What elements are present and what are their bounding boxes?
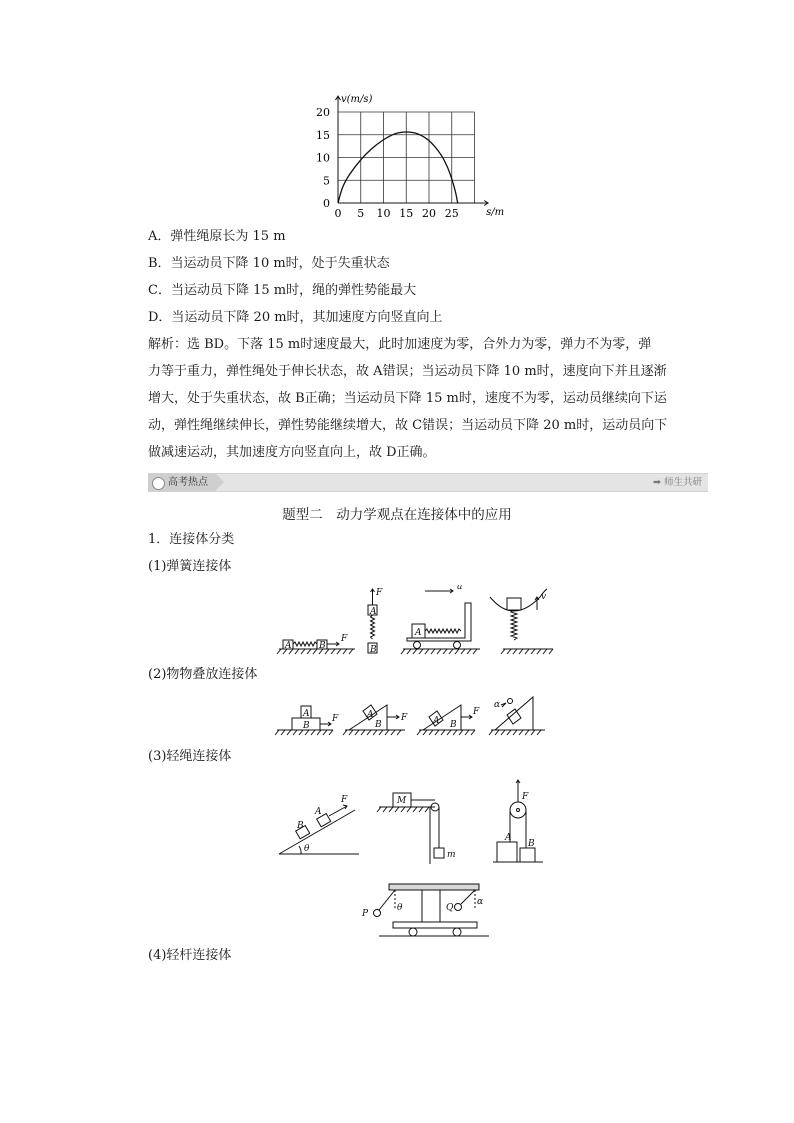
label-alpha: α bbox=[477, 897, 484, 907]
option-c: C．当运动员下降 15 m时，绳的弹性势能最大 bbox=[148, 283, 417, 298]
label-f: F bbox=[332, 714, 339, 724]
label-b: B bbox=[528, 839, 535, 849]
label-f: F bbox=[522, 792, 529, 802]
subsection-rope: (3)轻绳连接体 bbox=[148, 749, 232, 764]
label-theta: θ bbox=[304, 844, 310, 854]
label-a: A bbox=[315, 807, 322, 817]
label-f: F bbox=[473, 707, 480, 717]
label-b: B bbox=[319, 641, 326, 651]
chart-axes bbox=[336, 96, 489, 205]
y-tick-label: 20 bbox=[316, 106, 330, 119]
label-b: B bbox=[375, 720, 382, 730]
stacked-block-figures bbox=[275, 693, 555, 738]
study-mode-label: ➡ 师生共研 bbox=[653, 477, 702, 488]
x-tick-label: 0 bbox=[334, 207, 342, 220]
label-f: F bbox=[376, 588, 383, 598]
analysis-line-1: 解析：选 BD。下落 15 m时速度最大，此时加速度为零，合外力为零，弹力不为零，弹 bbox=[148, 337, 652, 352]
label-f: F bbox=[341, 634, 348, 644]
option-b: B．当运动员下降 10 m时，处于失重状态 bbox=[148, 256, 390, 271]
option-a: A．弹性绳原长为 15 m bbox=[148, 229, 286, 244]
label-a: A bbox=[367, 710, 374, 720]
label-v: v bbox=[541, 592, 547, 602]
hot-topic-icon bbox=[152, 477, 165, 490]
label-a: A bbox=[505, 833, 512, 843]
option-d: D．当运动员下降 20 m时，其加速度方向竖直向上 bbox=[148, 310, 443, 325]
label-theta: θ bbox=[397, 903, 403, 913]
x-tick-label: 10 bbox=[376, 207, 391, 220]
label-m-lower: m bbox=[447, 850, 456, 860]
velocity-curve bbox=[338, 132, 458, 203]
hot-topic-banner bbox=[148, 473, 708, 492]
label-p: P bbox=[362, 909, 369, 919]
label-alpha: α bbox=[494, 700, 501, 710]
velocity-displacement-chart bbox=[310, 88, 530, 220]
y-axis-label: v(m/s) bbox=[341, 94, 373, 106]
label-a: A bbox=[285, 641, 292, 651]
label-f: F bbox=[341, 795, 348, 805]
label-b: B bbox=[370, 645, 377, 655]
subsection-spring: (1)弹簧连接体 bbox=[148, 559, 232, 574]
x-tick-label: 20 bbox=[422, 207, 436, 220]
y-tick-label: 0 bbox=[323, 197, 330, 210]
chart-grid bbox=[338, 112, 475, 203]
y-tick-label: 10 bbox=[316, 151, 330, 165]
label-b: B bbox=[450, 720, 457, 730]
analysis-line-3: 增大，处于失重状态，故 B正确；当运动员下降 15 m时，速度不为零，运动员继续向下运 bbox=[148, 391, 667, 406]
x-tick-label: 5 bbox=[357, 207, 365, 220]
section-title: 题型二 动力学观点在连接体中的应用 bbox=[282, 507, 512, 523]
x-tick-label: 25 bbox=[444, 207, 459, 220]
section-item-1: 1．连接体分类 bbox=[148, 532, 235, 547]
label-f: F bbox=[401, 713, 408, 723]
x-tick-label: 15 bbox=[399, 207, 414, 220]
x-axis-label: s/m bbox=[486, 207, 505, 218]
label-a: A bbox=[370, 607, 377, 617]
analysis-line-5: 做减速运动，其加速度方向竖直向上，故 D正确。 bbox=[148, 445, 436, 460]
hot-topic-tag bbox=[148, 474, 216, 491]
rope-connector-figures bbox=[275, 772, 560, 867]
label-b: B bbox=[303, 721, 310, 731]
analysis-line-2: 力等于重力，弹性绳处于伸长状态，故 A错误；当运动员下降 10 m时，速度向下并且逐渐 bbox=[148, 364, 667, 379]
label-a-accel: a bbox=[457, 585, 463, 592]
label-a: A bbox=[415, 628, 422, 638]
label-b: B bbox=[297, 821, 304, 831]
analysis-line-4: 动，弹性绳继续伸长，弹性势能继续增大，故 C错误；当运动员下降 20 m时，运动员向下 bbox=[148, 418, 668, 433]
y-tick-label: 15 bbox=[316, 128, 330, 142]
cart-pendulum-figure bbox=[355, 878, 495, 942]
subsection-rod: (4)轻杆连接体 bbox=[148, 948, 232, 963]
spring-connector-figures bbox=[275, 585, 565, 657]
y-tick-label: 5 bbox=[323, 174, 330, 188]
label-a: A bbox=[303, 709, 310, 719]
label-q: Q bbox=[446, 903, 454, 913]
label-m-upper: M bbox=[397, 796, 407, 806]
subsection-stacked: (2)物物叠放连接体 bbox=[148, 667, 258, 682]
hot-topic-label: 高考热点 bbox=[168, 477, 208, 488]
label-a: A bbox=[433, 716, 440, 726]
